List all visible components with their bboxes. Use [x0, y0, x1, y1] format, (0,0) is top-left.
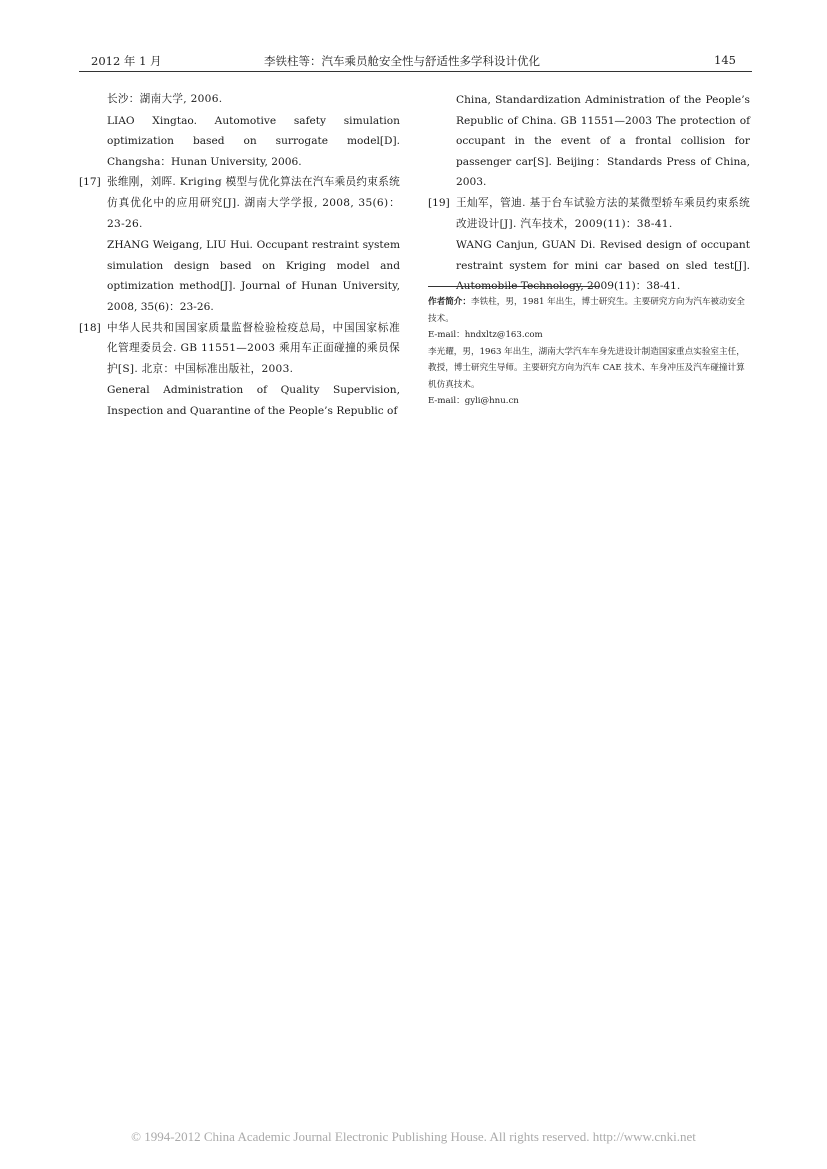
header-date: 2012 年 1 月 — [91, 54, 162, 68]
reference-18 — [79, 318, 400, 422]
reference-en: General Administration of Quality Supervision, Inspection and Quarantine of the People’s Republic of — [107, 384, 400, 417]
reference-en: ZHANG Weigang, LIU Hui. Occupant restraint system simulation design based on Kriging model and optimization method[J]. Journal of Hunan University, 2008, 35(6)：23-26. — [107, 239, 400, 313]
copyright-footer: © 1994-2012 China Academic Journal Electronic Publishing House. All rights reserved. http://www.cnki.net — [131, 1129, 696, 1144]
author-notes — [428, 294, 750, 410]
running-header — [79, 51, 752, 71]
reference-en: LIAO Xingtao. Automotive safety simulation optimization based on surrogate model[D]. Changsha：Hunan University, 2006. — [107, 114, 400, 168]
reference-17 — [79, 172, 400, 317]
reference-en: WANG Canjun, GUAN Di. Revised design of occupant restraint system for mini car based on sled test[J]. Automobile Technology, 2009(11)：38-41. — [456, 239, 750, 293]
references-right-column — [428, 89, 750, 297]
reference-zh: 中华人民共和国国家质量监督检验检疫总局，中国国家标准化管理委员会. GB 11551—2003 乘用车正面碰撞的乘员保护[S]. 北京：中国标准出版社，2003. — [107, 321, 400, 375]
reference-number: [19] — [428, 196, 450, 209]
reference-number: [18] — [79, 321, 101, 334]
reference-number: [17] — [79, 176, 101, 189]
reference-zh: 长沙：湖南大学, 2006. — [107, 93, 223, 105]
reference-zh: 王灿军，管迪. 基于台车试验方法的某微型轿车乘员约束系统改进设计[J]. 汽车技术，2009(11)：38-41. — [456, 196, 750, 230]
reference-zh: 张维刚，刘晖. Kriging 模型与优化算法在汽车乘员约束系统仿真优化中的应用研究[J]. 湖南大学学报, 2008, 35(6)：23-26. — [107, 176, 400, 230]
author-notes-label: 作者简介： — [428, 297, 471, 307]
reference-18-continued — [428, 90, 750, 193]
reference-16-continued — [79, 89, 400, 172]
footnote-divider — [428, 286, 600, 287]
author-2-bio: 李光耀，男，1963 年出生，湖南大学汽车车身先进设计制造国家重点实验室主任，教授，博士研究生导师。主要研究方向为汽车 CAE 技术、车身冲压及汽车碰撞计算机仿真技术。 — [428, 346, 745, 390]
author-1-bio: 李铁柱，男，1981 年出生，博士研究生。主要研究方向为汽车被动安全技术。 — [428, 297, 745, 324]
author-2-email: E-mail：gyli@hnu.cn — [428, 396, 519, 406]
reference-19 — [428, 193, 750, 297]
reference-en: China, Standardization Administration of the People’s Republic of China. GB 11551—2003 The protection of occupant in the event of a frontal collision for passenger car[S]. Beijing：Standards Press of China, 2003. — [456, 94, 750, 189]
page-number: 145 — [714, 53, 736, 67]
references-left-column — [79, 89, 400, 422]
header-divider — [79, 71, 752, 72]
author-1-email: E-mail：hndxltz@163.com — [428, 330, 543, 340]
header-title: 李铁柱等：汽车乘员舱安全性与舒适性多学科设计优化 — [264, 54, 540, 68]
author-note-1 — [428, 294, 750, 327]
